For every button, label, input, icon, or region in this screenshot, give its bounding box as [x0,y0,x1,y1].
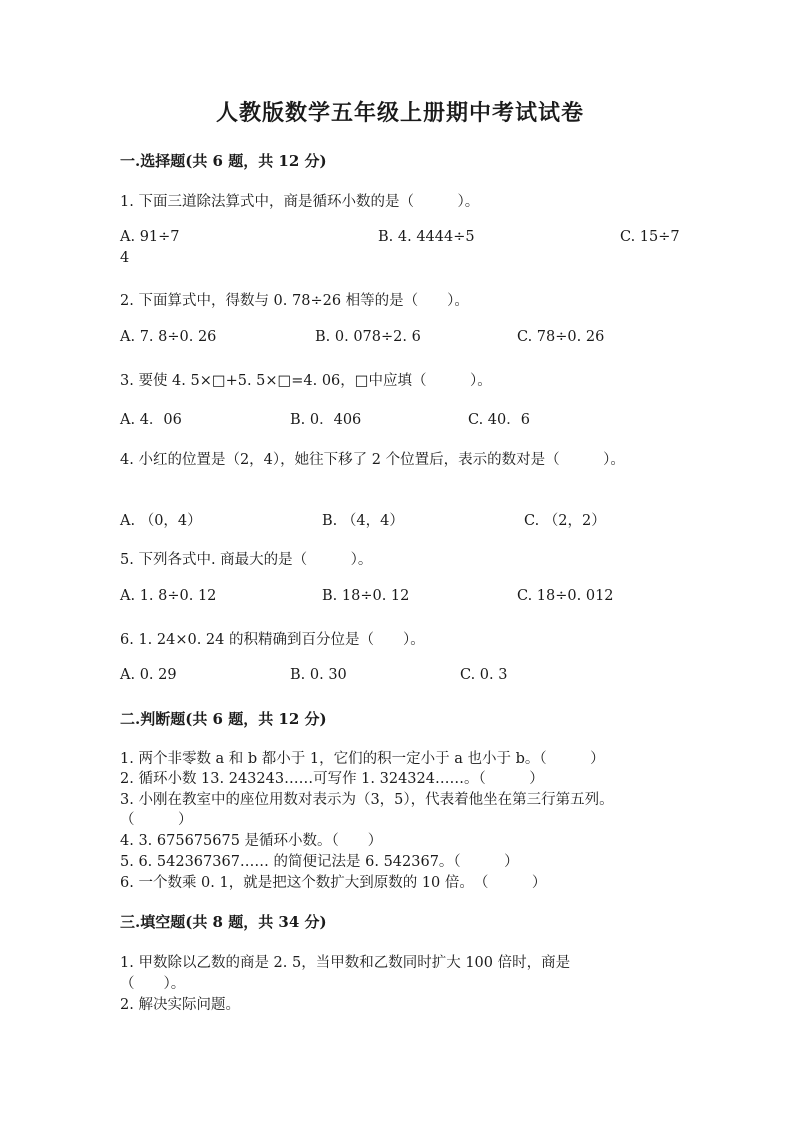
question-stem: 6. 1. 24×0. 24 的积精确到百分位是（ ）。 [120,632,425,648]
option-b: B. （4，4） [322,513,404,529]
section-heading-fill: 三.填空题(共 8 题，共 34 分) [120,913,327,931]
fill-item-answer-blank: （ ）。 [120,976,186,992]
option-a: A. 7. 8÷0. 26 [120,329,217,345]
option-b: B. 4. 4444÷5 [378,229,475,245]
option-a: A. （0，4） [120,513,202,529]
judge-item: 2. 循环小数 13. 243243……可写作 1. 324324……。（ ） [120,771,544,787]
question-stem: 1. 下面三道除法算式中，商是循环小数的是（ ）。 [120,194,480,210]
judge-item: 4. 3. 675675675 是循环小数。（ ） [120,833,383,849]
option-c: C. （2，2） [524,513,606,529]
option-c: C. 78÷0. 26 [517,329,605,345]
judge-item: 3. 小刚在教室中的座位用数对表示为（3，5），代表着他坐在第三行第五列。 [120,792,614,808]
option-b: B. 18÷0. 12 [322,588,410,604]
option-c: C. 40．6 [468,412,530,428]
question-stem: 5. 下列各式中. 商最大的是（ ）。 [120,552,373,568]
option-a: A. 4．06 [120,412,182,428]
option-b: B. 0. 078÷2. 6 [315,329,421,345]
option-overflow-text: 4 [120,250,130,266]
section-heading-judge: 二.判断题(共 6 题，共 12 分) [120,710,327,728]
judge-item: 6. 一个数乘 0. 1，就是把这个数扩大到原数的 10 倍。 （ ） [120,875,547,891]
option-c: C. 0. 3 [460,667,508,683]
judge-item: 5. 6. 542367367…… 的简便记法是 6. 542367。（ ） [120,854,519,870]
option-a: A. 1. 8÷0. 12 [120,588,217,604]
section-heading-choice: 一.选择题(共 6 题，共 12 分) [120,152,327,170]
page-title: 人教版数学五年级上册期中考试试卷 [215,100,584,126]
option-a: A. 91÷7 [120,229,180,245]
question-stem: 2. 下面算式中，得数与 0. 78÷26 相等的是（ ）。 [120,293,469,309]
option-a: A. 0. 29 [120,667,177,683]
question-stem: 4. 小红的位置是（2，4），她往下移了 2 个位置后，表示的数对是（ ）。 [120,452,625,468]
fill-item: 2. 解决实际问题。 [120,997,240,1013]
option-b: B. 0. 30 [290,667,347,683]
option-c: C. 15÷7 [620,229,680,245]
question-stem: 3. 要使 4. 5×□+5. 5×□=4. 06，□中应填（ ）。 [120,373,492,389]
judge-item: 1. 两个非零数 a 和 b 都小于 1，它们的积一定小于 a 也小于 b。（ ） [120,751,605,767]
option-b: B. 0．406 [290,412,362,428]
option-c: C. 18÷0. 012 [517,588,614,604]
judge-item-answer-blank: （ ） [120,812,193,828]
fill-item: 1. 甲数除以乙数的商是 2. 5，当甲数和乙数同时扩大 100 倍时，商是 [120,955,571,971]
